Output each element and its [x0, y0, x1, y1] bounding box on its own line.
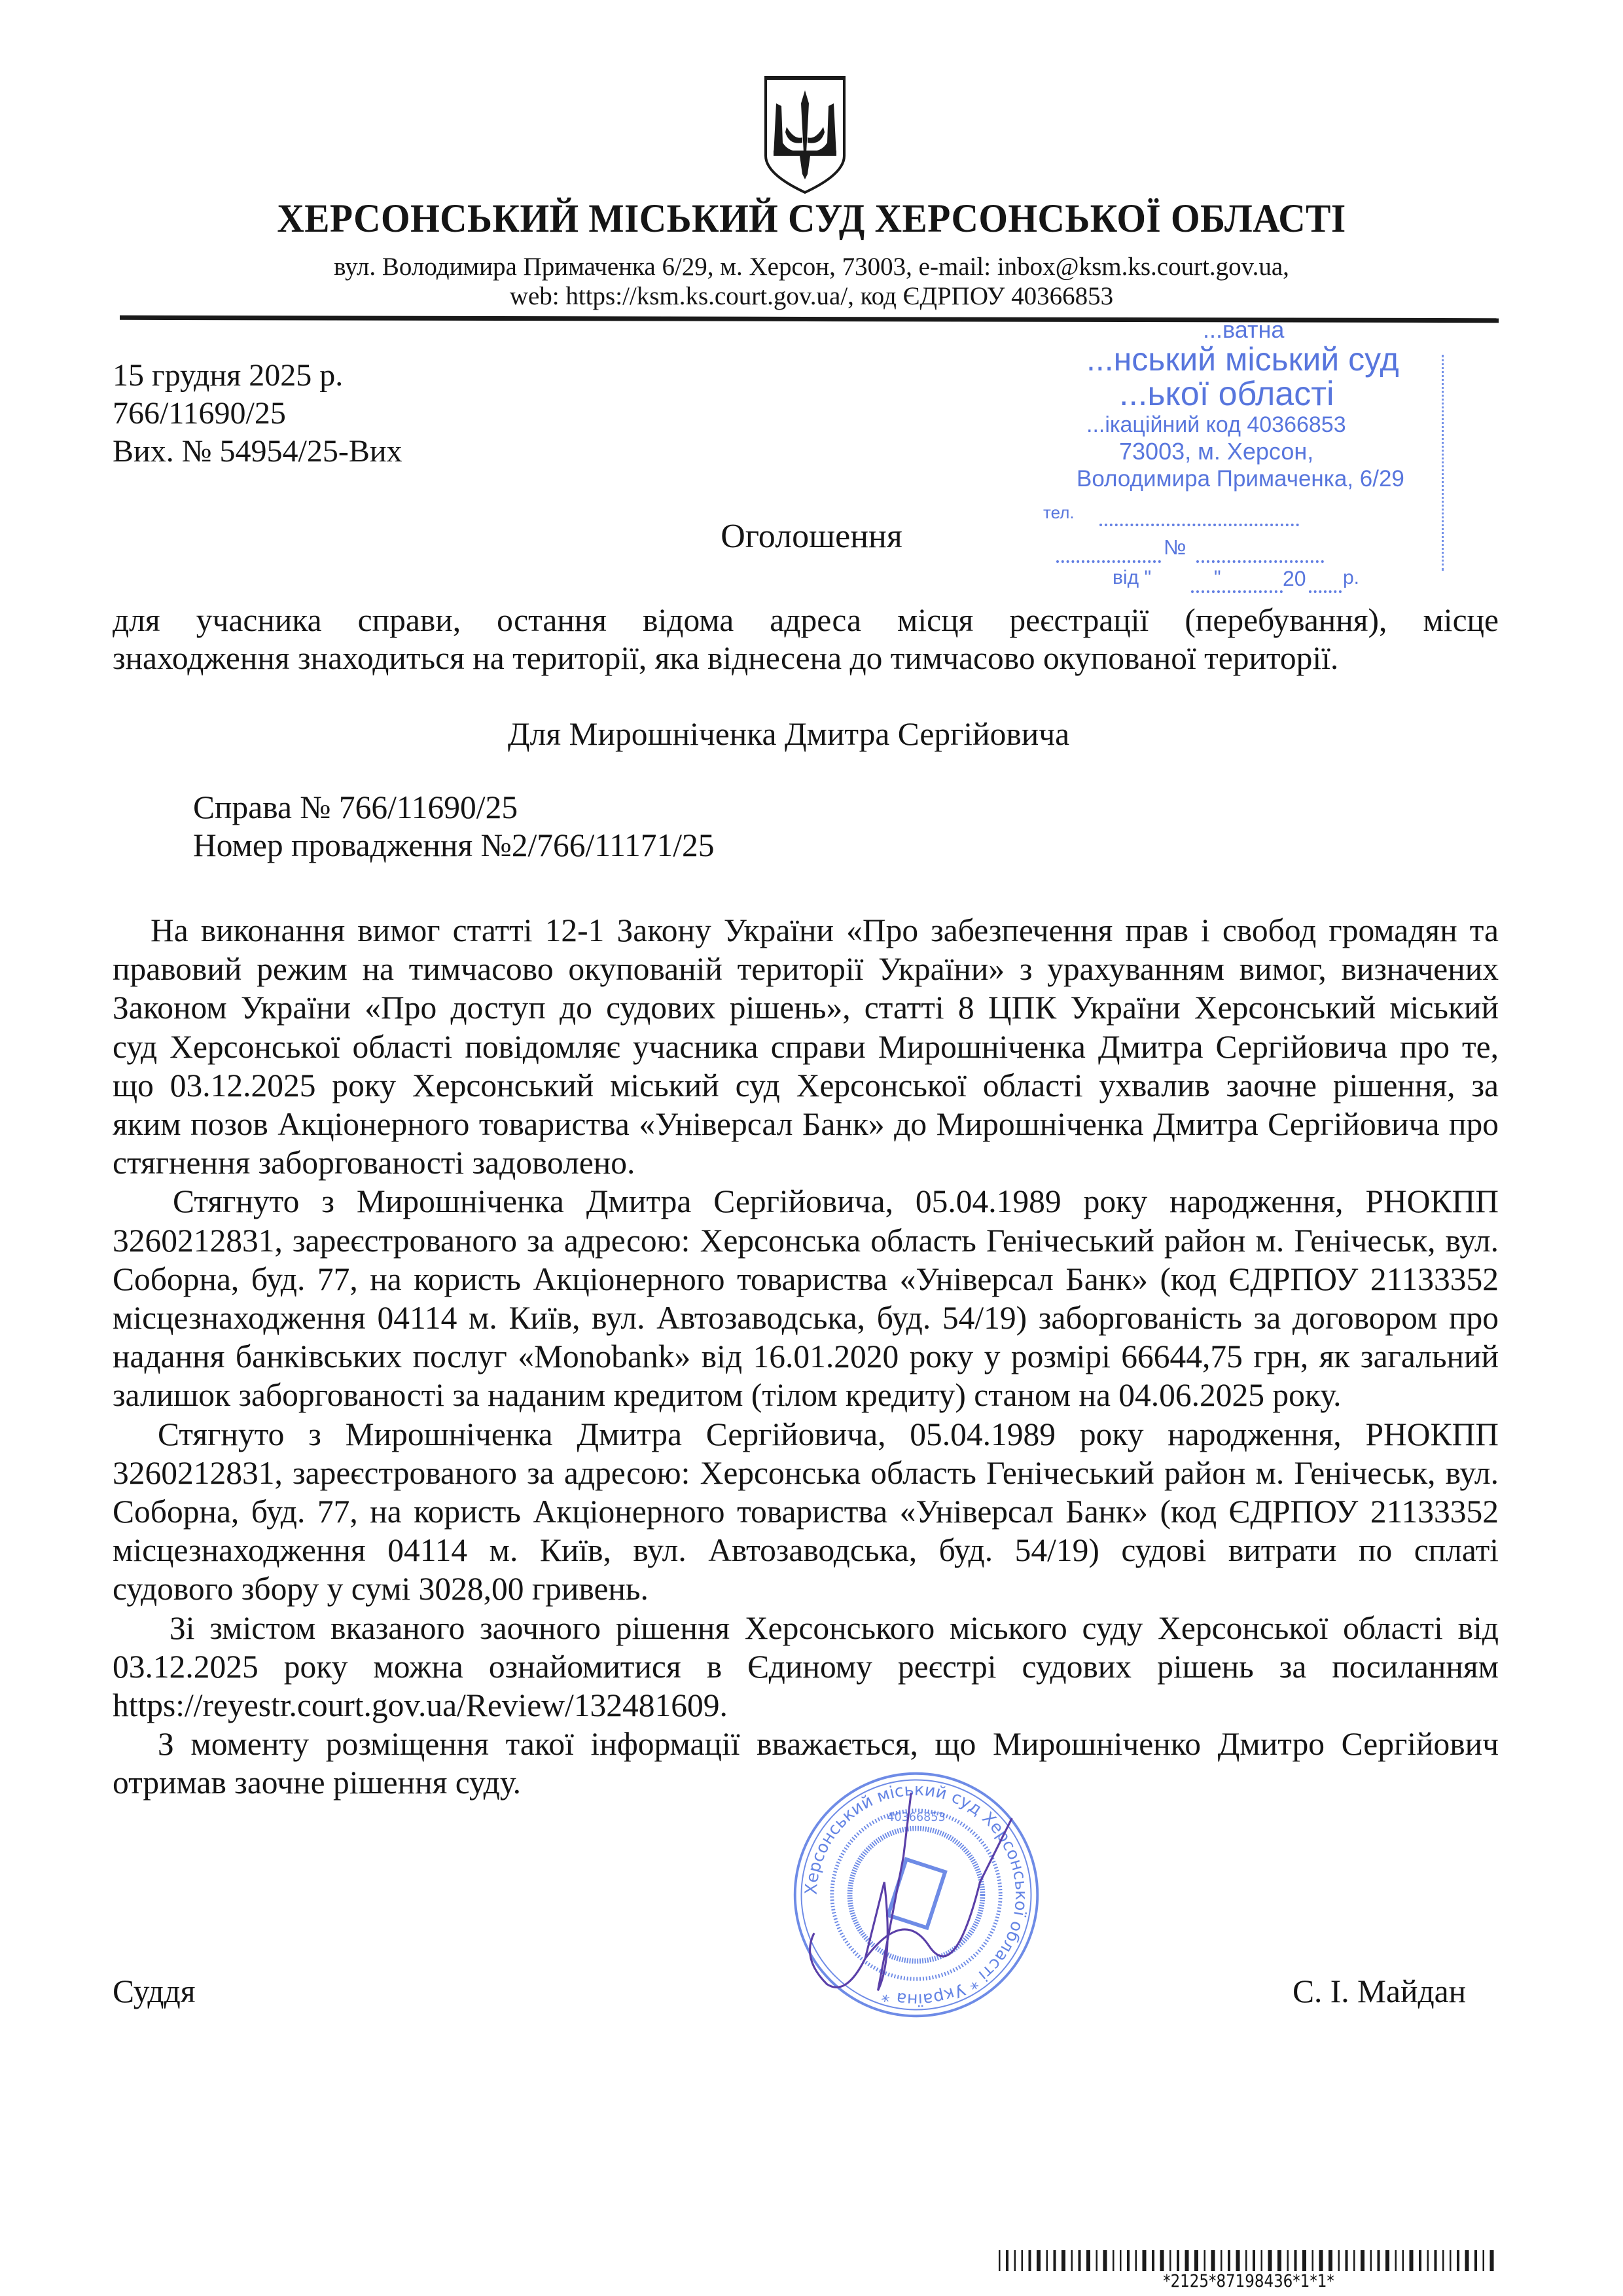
court-seal — [789, 1767, 1044, 2022]
document-date: 15 грудня 2025 р. — [113, 358, 344, 393]
barcode-bar — [1135, 2250, 1137, 2271]
barcode-bar — [1236, 2250, 1240, 2271]
stamp-line: ...ватна — [1203, 316, 1285, 343]
barcode-bar — [1096, 2250, 1098, 2271]
barcode-bar — [1103, 2250, 1107, 2271]
court-web-and-code: web: https://ksm.ks.court.gov.ua/, код ЄДРПОУ 40366853 — [509, 282, 1114, 310]
stamp-line: Володимира Примаченка, 6/29 — [1077, 466, 1404, 492]
court-name: ХЕРСОНСЬКИЙ МІСЬКИЙ СУД ХЕРСОНСЬКОЇ ОБЛАСТІ — [277, 197, 1346, 241]
barcode-bar — [1169, 2250, 1171, 2271]
barcode-bar — [999, 2250, 1001, 2271]
paragraph-line: суд Херсонської області повідомляє учасника справи Мирошніченка Дмитра Сергійовича про те, — [113, 1028, 1499, 1065]
barcode-bar — [1071, 2250, 1073, 2271]
ukraine-trident-emblem-icon — [763, 75, 847, 195]
barcode-bar — [1113, 2250, 1115, 2271]
court-address: вул. Володимира Примаченка 6/29, м. Херсон, 73003, e-mail: inbox@ksm.ks.court.gov.ua, — [334, 253, 1289, 281]
barcode-bar — [1483, 2250, 1485, 2271]
stamp-line: ...нський міський суд — [1086, 341, 1399, 378]
barcode-bar — [1385, 2250, 1389, 2271]
barcode-bar — [1277, 2250, 1281, 2271]
barcode-bar — [1022, 2250, 1024, 2271]
paragraph-line: правовий режим на тимчасово окупованій території України» з урахуванням вимог, визначених — [113, 951, 1499, 988]
barcode-bar — [1410, 2250, 1414, 2271]
stamp-date-quote: " — [1214, 567, 1221, 588]
barcode-bar — [1319, 2250, 1323, 2271]
paragraph-line: що 03.12.2025 року Херсонський міський суд Херсонської області ухвалив заочне рішення, за — [113, 1067, 1499, 1103]
barcode-bar — [1061, 2250, 1065, 2271]
barcode-bar — [1442, 2250, 1444, 2271]
barcode-bar — [1370, 2250, 1372, 2271]
paragraph-line: Зі змістом вказаного заочного рішення Херсонського міського суду Херсонської області від — [169, 1609, 1499, 1646]
barcode-bar — [1419, 2250, 1421, 2271]
barcode-bar — [1211, 2250, 1215, 2271]
paragraph-line: https://reyestr.court.gov.ua/Review/132481609. — [113, 1687, 728, 1723]
addressee: Для Мирошніченка Дмитра Сергійовича — [507, 716, 1070, 752]
barcode-bar — [1177, 2250, 1179, 2271]
barcode-bar — [1302, 2250, 1306, 2271]
barcode-bar — [1457, 2250, 1459, 2271]
paragraph-line: місцезнаходження 04114 м. Київ, вул. Автозаводська, буд. 54/19) судові витрати по сплаті — [113, 1532, 1499, 1569]
paragraph-line: Стягнуто з Мирошніченка Дмитра Сергійовича, 05.04.1989 року народження, РНОКПП — [173, 1183, 1499, 1220]
barcode-bar — [1312, 2250, 1314, 2271]
paragraph-line: На виконання вимог статті 12-1 Закону України «Про забезпечення прав і свобод громадян та — [151, 912, 1499, 948]
paragraph-line: З моменту розміщення такої інформації вважається, що Мирошніченко Дмитро Сергійович — [158, 1726, 1499, 1763]
stamp-date-year: 20 — [1283, 567, 1306, 590]
stamp-line: ...ької області — [1119, 375, 1334, 413]
seal-text: Херсонський міський суд Херсонської області * Україна * — [800, 1779, 1032, 2011]
intro-line: для учасника справи, остання відома адреса місця реєстрації (перебування), місце — [113, 602, 1499, 638]
barcode-bar — [1338, 2250, 1340, 2271]
case-number: 766/11690/25 — [113, 396, 286, 431]
judge-name: С. І. Майдан — [1293, 1973, 1467, 2009]
barcode-bar — [1079, 2250, 1081, 2271]
barcode-bar — [1450, 2250, 1452, 2271]
barcode-bar — [1143, 2250, 1147, 2271]
paragraph-line: яким позов Акціонерного товариства «Універсал Банк» до Мирошніченка Дмитра Сергійовича про — [113, 1106, 1499, 1142]
barcode-bar — [1037, 2250, 1041, 2271]
barcode-bar — [1221, 2250, 1222, 2271]
barcode-bar — [1228, 2250, 1230, 2271]
barcode-bar — [1014, 2250, 1016, 2271]
barcode-bar — [1054, 2250, 1056, 2271]
barcode-bar — [1268, 2250, 1272, 2271]
stamp-line: ...ікаційний код 40366853 — [1086, 412, 1346, 437]
paragraph-line: отримав заочне рішення суду. — [113, 1765, 522, 1801]
barcode-bar — [1086, 2250, 1090, 2271]
barcode-bar — [1474, 2250, 1477, 2271]
paragraph-line: 03.12.2025 року можна ознайомитися в Єдиному реєстрі судових рішень за посиланням — [113, 1648, 1499, 1685]
barcode-bar — [1194, 2250, 1198, 2271]
paragraph-line: Стягнуто з Мирошніченка Дмитра Сергійовича, 05.04.1989 року народження, РНОКПП — [158, 1416, 1499, 1452]
barcode — [999, 2250, 1499, 2271]
barcode-bar — [1245, 2250, 1247, 2271]
barcode-bar — [1152, 2250, 1154, 2271]
stamp-date-from: від " — [1113, 567, 1152, 588]
barcode-bar — [1361, 2250, 1364, 2271]
paragraph-line: Соборна, буд. 77, на користь Акціонерного товариства «Універсал Банк» (код ЄДРПОУ 21133352 — [113, 1261, 1499, 1297]
proceeding-label: Номер провадження №2/766/11171/25 — [193, 827, 715, 863]
barcode-bar — [1346, 2250, 1348, 2271]
barcode-bar — [1490, 2250, 1494, 2271]
barcode-bar — [1435, 2250, 1437, 2271]
paragraph-line: судового збору у сумі 3028,00 гривень. — [113, 1571, 649, 1607]
barcode-bar — [1329, 2250, 1332, 2271]
barcode-bar — [1006, 2250, 1008, 2271]
document-heading: Оголошення — [721, 518, 902, 555]
barcode-text: *2125*87198436*1*1* — [1163, 2271, 1334, 2291]
seal-code: 40366853 — [887, 1810, 946, 1824]
paragraph-line: 3260212831, зареєстрованого за адресою: Херсонська область Генічеський район м. Генічеськ, вул. — [113, 1222, 1499, 1259]
paragraph-line: 3260212831, зареєстрованого за адресою: Херсонська область Генічеський район м. Генічеськ, вул. — [113, 1454, 1499, 1491]
barcode-bar — [1120, 2250, 1122, 2271]
barcode-bar — [1029, 2250, 1031, 2271]
stamp-number-label: № — [1164, 535, 1186, 559]
barcode-bar — [1427, 2250, 1429, 2271]
barcode-bar — [1046, 2250, 1048, 2271]
barcode-bar — [1353, 2250, 1355, 2271]
paragraph-line: Законом України «Про доступ до судових рішень», статті 8 ЦПК України Херсонський міський — [113, 990, 1499, 1026]
barcode-bar — [1253, 2250, 1255, 2271]
barcode-bar — [1185, 2250, 1189, 2271]
paragraph-line: стягнення заборгованості задоволено. — [113, 1145, 635, 1181]
barcode-bar — [1294, 2250, 1297, 2271]
stamp-line: 73003, м. Херсон, — [1119, 438, 1314, 465]
barcode-bar — [1465, 2250, 1469, 2271]
stamp-date-r: р. — [1343, 567, 1360, 588]
paragraph-line: місцезнаходження 04114 м. Київ, вул. Автозаводська, буд. 54/19) заборгованість за договором про — [113, 1300, 1499, 1336]
barcode-bar — [1402, 2250, 1404, 2271]
barcode-bar — [1204, 2250, 1206, 2271]
outgoing-number: Вих. № 54954/25-Вих — [113, 434, 402, 469]
barcode-bar — [1160, 2250, 1164, 2271]
case-label: Справа № 766/11690/25 — [193, 789, 518, 825]
barcode-bar — [1127, 2250, 1130, 2271]
paragraph-line: Соборна, буд. 77, на користь Акціонерного товариства «Універсал Банк» (код ЄДРПОУ 21133352 — [113, 1494, 1499, 1530]
barcode-bar — [1261, 2250, 1263, 2271]
intro-line: знаходження знаходиться на території, яка віднесена до тимчасово окупованої території. — [113, 640, 1339, 676]
paragraph-line: залишок заборгованості за наданим кредитом (тілом кредиту) станом на 04.06.2025 року. — [113, 1377, 1342, 1414]
judge-title: Суддя — [113, 1973, 196, 2009]
barcode-bar — [1395, 2250, 1397, 2271]
stamp-phone-label: тел. — [1043, 503, 1075, 522]
barcode-bar — [1378, 2250, 1380, 2271]
barcode-bar — [1287, 2250, 1289, 2271]
paragraph-line: надання банківських послуг «Monobank» від 16.01.2020 року у розмірі 66644,75 грн, як загальний — [113, 1338, 1499, 1375]
